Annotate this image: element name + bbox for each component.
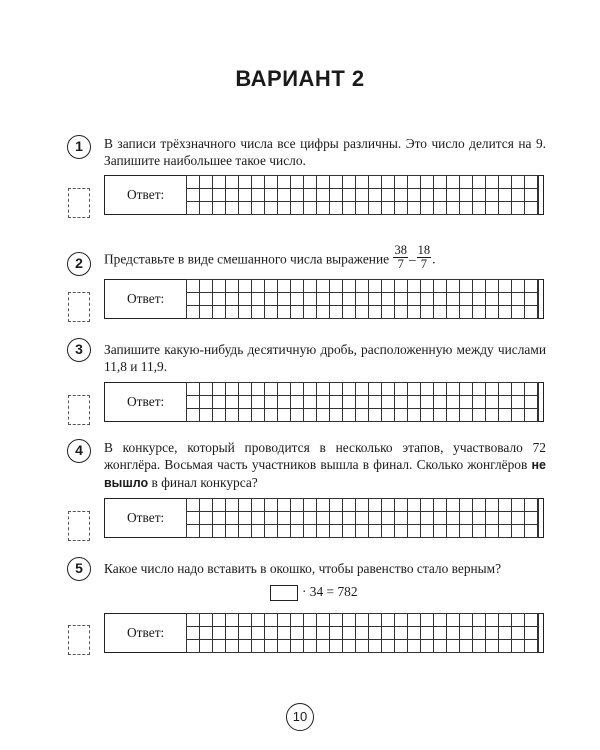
answer-grid[interactable]: [186, 279, 539, 319]
task-text: Представьте в виде смешанного числа выражение $\frac{38}{7}$ – $\frac{18}{7}$ .: [104, 243, 436, 271]
task-text: В конкурсе, который проводится в несколько этапов, участвовало 72 жонглёра. Восьмая часть участников вышла в финал. Сколько жонглёров не вышло в финал конкурса?: [104, 440, 546, 490]
minus-sign: –: [408, 251, 416, 267]
task-number: 3: [67, 338, 91, 362]
page-number: 10: [286, 703, 314, 731]
task-number: 1: [67, 135, 91, 159]
task-text: Какое число надо вставить в окошко, чтобы равенство стало верным?: [104, 561, 502, 576]
answer-grid[interactable]: [186, 175, 539, 215]
answer-box[interactable]: [104, 498, 544, 538]
answer-label: Ответ:: [127, 394, 165, 409]
answer-box[interactable]: [104, 613, 544, 653]
emphasis-text: не вышло: [104, 458, 546, 490]
task-text: В записи трёхзначного числа все цифры различны. Это число делится на 9. Запишите наибольшее такое число.: [104, 136, 546, 168]
answer-label: Ответ:: [127, 187, 165, 202]
task-text-part: Представьте в виде смешанного числа выражение: [104, 251, 393, 267]
answer-label: Ответ:: [127, 291, 165, 306]
task-text: Запишите какую-нибудь десятичную дробь, расположенную между числами 11,8 и 11,9.: [104, 342, 546, 374]
score-box: [68, 292, 90, 322]
equation: · 34 = 782: [270, 584, 358, 601]
blank-box[interactable]: [270, 585, 298, 601]
answer-label: Ответ:: [127, 510, 165, 525]
answer-box[interactable]: [104, 175, 544, 215]
task-number: 5: [67, 557, 91, 581]
answer-box[interactable]: [104, 382, 544, 422]
score-box: [68, 511, 90, 541]
answer-grid[interactable]: [186, 613, 539, 653]
answer-box[interactable]: [104, 279, 544, 319]
score-box: [68, 625, 90, 655]
answer-grid[interactable]: [186, 382, 539, 422]
score-box: [68, 395, 90, 425]
fraction: $\frac{38}{7}$: [394, 243, 407, 271]
page-title: ВАРИАНТ 2: [235, 66, 365, 91]
answer-label: Ответ:: [127, 625, 165, 640]
task-number: 2: [67, 252, 91, 276]
score-box: [68, 188, 90, 218]
answer-grid[interactable]: [186, 498, 539, 538]
fraction: $\frac{18}{7}$: [417, 243, 431, 271]
task-number: 4: [67, 439, 91, 463]
